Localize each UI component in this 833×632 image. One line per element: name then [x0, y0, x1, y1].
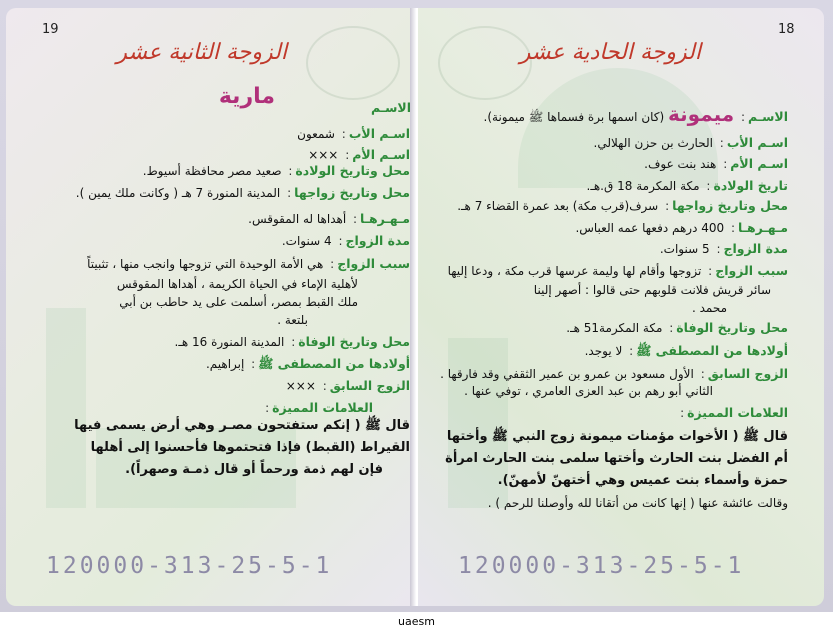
field-value: ×××: [285, 379, 316, 393]
field-row: محل وتاريخ زواجها: سرف(قرب مكة) بعد عمرة القضاء 7 هـ.: [457, 198, 788, 213]
field-label: العلامات المميزة: [272, 400, 373, 415]
field-value: 4 سنوات.: [281, 234, 332, 248]
field-value: سرف(قرب مكة) بعد عمرة القضاء 7 هـ.: [457, 199, 659, 213]
image-caption: uaesm: [0, 612, 833, 632]
field-label: اسـم الأم: [352, 147, 410, 162]
field-value: المدينة المنورة 16 هـ.: [174, 335, 285, 349]
field-row: تاريخ الولادة: مكة المكرمة 18 ق.هـ.: [586, 178, 788, 193]
reason-continuation: محمد .: [691, 301, 727, 315]
field-label: الزوج السابق: [707, 366, 788, 381]
field-row: مـهـرهـا: أهداها له المقوقس.: [248, 211, 410, 226]
field-label: مدة الزواج: [345, 233, 410, 248]
field-value: الأول مسعود بن عمرو بن عمير الثقفي وقد فارقها .: [440, 367, 694, 381]
name-label-left: [371, 100, 411, 115]
field-row: اسـم الأب: الحارث بن حزن الهلالي.: [593, 135, 788, 150]
field-row: اسـم الأم: ×××: [308, 147, 410, 162]
field-value: هند بنت عوف.: [644, 157, 717, 171]
page-number-right: 18: [778, 22, 795, 37]
watermark-seal: [306, 26, 400, 100]
field-row: محل وتاريخ الولادة: صعيد مصر محافظة أسيوط.: [142, 163, 410, 178]
field-value: تزوجها وأقام لها وليمة عرسها قرب مكة ، ودعا إليها: [447, 264, 702, 278]
field-row: مـهـرهـا: 400 درهم دفعها عمه العباس.: [575, 220, 788, 235]
field-value: لا يوجد.: [584, 344, 623, 358]
watermark-seal: [438, 26, 532, 100]
wife-name-left: [219, 84, 275, 109]
field-label: الاسـم: [371, 100, 411, 115]
quote-line: حمزة وأسماء بنت عميس وهي أختهنّ لأمهنّ).: [497, 473, 788, 488]
field-label: اسـم الأب: [726, 135, 788, 150]
reason-continuation: بلتعة .: [277, 313, 308, 327]
field-row: مدة الزواج: 4 سنوات.: [281, 233, 410, 248]
field-label: محل وتاريخ الوفاة: [298, 334, 410, 349]
quote-line: فإن لهم ذمة ورحماً أو قال ذمـة وصهراً).: [125, 462, 383, 477]
field-row: اسـم الأب: شمعون: [297, 126, 410, 141]
name-value: مارية: [218, 84, 275, 109]
reason-continuation: ملك القبط بمصر، أسلمت على يد حاطب بن أبي: [119, 295, 358, 309]
quote-line: وقالت عائشة عنها ( إنها كانت من أتقانا لله وأوصلنا للرحم ) .: [487, 496, 788, 510]
field-label: محل وتاريخ زواجها: [294, 185, 410, 200]
page-number-left: 19: [42, 22, 59, 37]
field-label: سبب الزواج: [715, 263, 788, 278]
field-label: محل وتاريخ زواجها: [672, 198, 788, 213]
field-label: مـهـرهـا: [360, 211, 410, 226]
field-row: محل وتاريخ الوفاة: مكة المكرمة51 هـ.: [566, 320, 788, 335]
serial-number-right: 120000-313-25-5-1: [458, 553, 745, 579]
field-label: الاسـم: [748, 109, 788, 124]
quote-line: أم الفضل بنت الحارث وأختها سلمى بنت الحارث امرأة: [445, 451, 788, 466]
page-title-right: الزوجة الحادية عشر: [519, 40, 701, 65]
serial-number-left: 120000-313-25-5-1: [46, 553, 333, 579]
field-row: سبب الزواج: هي الأمة الوحيدة التي تزوجها وانجب منها ، تثبيتاً: [87, 256, 410, 271]
field-label: محل وتاريخ الولادة: [295, 163, 410, 178]
field-value: المدينة المنورة 7 هـ ( وكانت ملك يمين ).: [75, 186, 281, 200]
name-note: (كان اسمها برة فسماها ﷺ ميمونة).: [483, 110, 665, 124]
field-row: مدة الزواج: 5 سنوات.: [659, 241, 788, 256]
field-label: تاريخ الولادة: [713, 178, 788, 193]
page-title-left: الزوجة الثانية عشر: [116, 40, 287, 65]
right-page: [418, 8, 824, 606]
field-label: العلامات المميزة: [687, 405, 788, 420]
field-row: محل وتاريخ الوفاة: المدينة المنورة 16 هـ.: [174, 334, 410, 349]
prev-spouse-second: الثاني أبو رهم بن عبد العزى العامري ، توفي عنها .: [464, 384, 713, 398]
field-label: أولادها من المصطفى ﷺ: [636, 343, 788, 358]
field-row: الزوج السابق: الأول مسعود بن عمرو بن عمير الثقفي وقد فارقها .: [440, 366, 788, 381]
field-label: محل وتاريخ الوفاة: [676, 320, 788, 335]
field-label: الزوج السابق: [329, 378, 410, 393]
reason-continuation: سائر قريش فلانت قلوبهم حتى قالوا : أصهر إلينا: [533, 283, 771, 297]
field-row: الزوج السابق: ×××: [285, 378, 410, 393]
field-row: اسـم الأم: هند بنت عوف.: [644, 156, 788, 171]
marks-label-right: العلامات المميزة:: [680, 405, 788, 420]
field-value: مكة المكرمة51 هـ.: [566, 321, 663, 335]
field-value: 400 درهم دفعها عمه العباس.: [575, 221, 725, 235]
quote-line: قال ﷺ ( إنكم ستفتحون مصـر وهي أرض يسمى فيها: [74, 418, 410, 433]
quote-line: قال ﷺ ( الأخوات مؤمنات ميمونة زوج النبي ﷺ وأختها: [446, 429, 788, 444]
field-value: أهداها له المقوقس.: [248, 212, 347, 226]
field-label: اسـم الأم: [730, 156, 788, 171]
name-value: ميمونة: [668, 102, 735, 126]
field-label: سبب الزواج: [337, 256, 410, 271]
field-label: مدة الزواج: [723, 241, 788, 256]
field-row: أولادها من المصطفى ﷺ: إبراهيم.: [205, 356, 410, 371]
field-value: 5 سنوات.: [659, 242, 710, 256]
name-row-right: الاسـم: ميمونة (كان اسمها برة فسماها ﷺ ميمونة).: [483, 102, 788, 126]
field-label: أولادها من المصطفى ﷺ: [258, 356, 410, 371]
field-label: اسـم الأب: [348, 126, 410, 141]
field-value: هي الأمة الوحيدة التي تزوجها وانجب منها ، تثبيتاً: [87, 257, 324, 271]
field-value: ×××: [308, 148, 339, 162]
field-value: شمعون: [297, 127, 335, 141]
field-value: صعيد مصر محافظة أسيوط.: [142, 164, 282, 178]
field-label: مـهـرهـا: [738, 220, 788, 235]
quote-line: القيراط (القبط) فإذا فتحتموها فأحسنوا إلى أهلها: [90, 440, 410, 455]
field-value: مكة المكرمة 18 ق.هـ.: [586, 179, 700, 193]
field-row: أولادها من المصطفى ﷺ: لا يوجد.: [584, 343, 788, 358]
field-row: محل وتاريخ زواجها: المدينة المنورة 7 هـ ( وكانت ملك يمين ).: [75, 185, 410, 200]
watermark-pattern: [46, 308, 86, 508]
field-value: الحارث بن حزن الهلالي.: [593, 136, 713, 150]
reason-continuation: لأهلية الإماء في الحياة الكريمة ، أهداها المقوقس: [116, 277, 358, 291]
field-row: سبب الزواج: تزوجها وأقام لها وليمة عرسها قرب مكة ، ودعا إليها: [447, 263, 788, 278]
marks-label-left: العلامات المميزة:: [265, 400, 373, 415]
field-value: إبراهيم.: [205, 357, 245, 371]
